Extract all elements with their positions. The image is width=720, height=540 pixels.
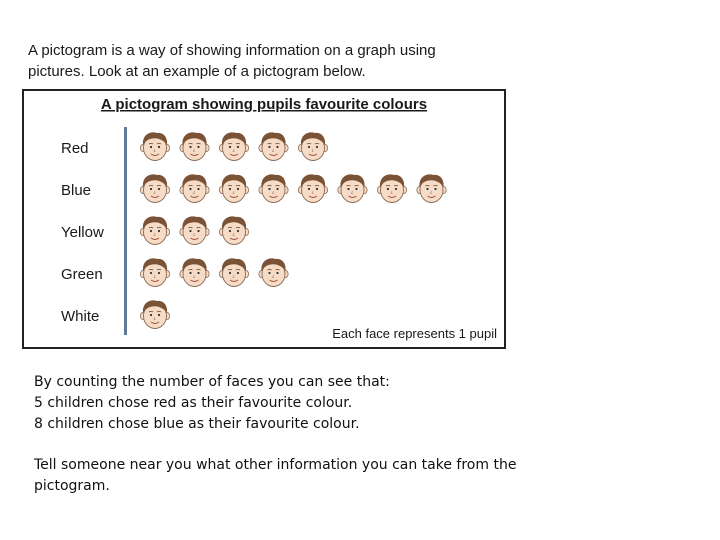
face-icon [377, 174, 406, 202]
explanation-line-1: By counting the number of faces you can see that: [34, 374, 390, 390]
vertical-axis [124, 127, 127, 335]
category-label: Red [61, 140, 89, 157]
face-icon [417, 174, 446, 202]
category-label: Blue [61, 182, 92, 199]
face-icon [338, 174, 367, 202]
pictogram-row [140, 300, 169, 328]
face-icon [219, 258, 248, 286]
face-icon [219, 132, 248, 160]
face-icon [219, 174, 248, 202]
category-label: Yellow [61, 224, 104, 241]
face-icon [140, 132, 169, 160]
pictogram-row [140, 258, 288, 286]
pictogram-svg [24, 91, 504, 347]
face-icon [180, 132, 209, 160]
intro-text [28, 40, 498, 82]
intro-line-1: A pictogram is a way of showing information on a graph using [28, 42, 436, 59]
intro-line-2: pictures. Look at an example of a pictogram below. [28, 63, 366, 80]
face-icon [180, 174, 209, 202]
chart-key: Each face represents 1 pupil [332, 326, 497, 341]
face-icon [298, 132, 327, 160]
face-icon [180, 258, 209, 286]
explanation-text [34, 372, 574, 497]
explanation-line-2: 5 children chose red as their favourite colour. [34, 395, 353, 411]
face-icon [219, 216, 248, 244]
pictogram-row [140, 132, 327, 160]
face-icon [259, 174, 288, 202]
explanation-line-5: pictogram. [34, 478, 110, 494]
chart-title: A pictogram showing pupils favourite colours [100, 96, 428, 113]
face-icon [298, 174, 327, 202]
face-icon [180, 216, 209, 244]
face-icon [140, 300, 169, 328]
pictogram-row [140, 216, 248, 244]
explanation-line-4: Tell someone near you what other information you can take from the [34, 457, 517, 473]
paragraph-gap [34, 435, 574, 455]
face-icon [259, 258, 288, 286]
face-icon [259, 132, 288, 160]
explanation-line-3: 8 children chose blue as their favourite colour. [34, 416, 360, 432]
face-icon [140, 258, 169, 286]
face-icon [140, 174, 169, 202]
face-icon [140, 216, 169, 244]
category-label: White [61, 308, 100, 325]
faces-group [140, 132, 446, 328]
pictogram-row [140, 174, 446, 202]
category-labels [61, 140, 104, 325]
pictogram-chart [22, 89, 506, 349]
category-label: Green [61, 266, 103, 283]
